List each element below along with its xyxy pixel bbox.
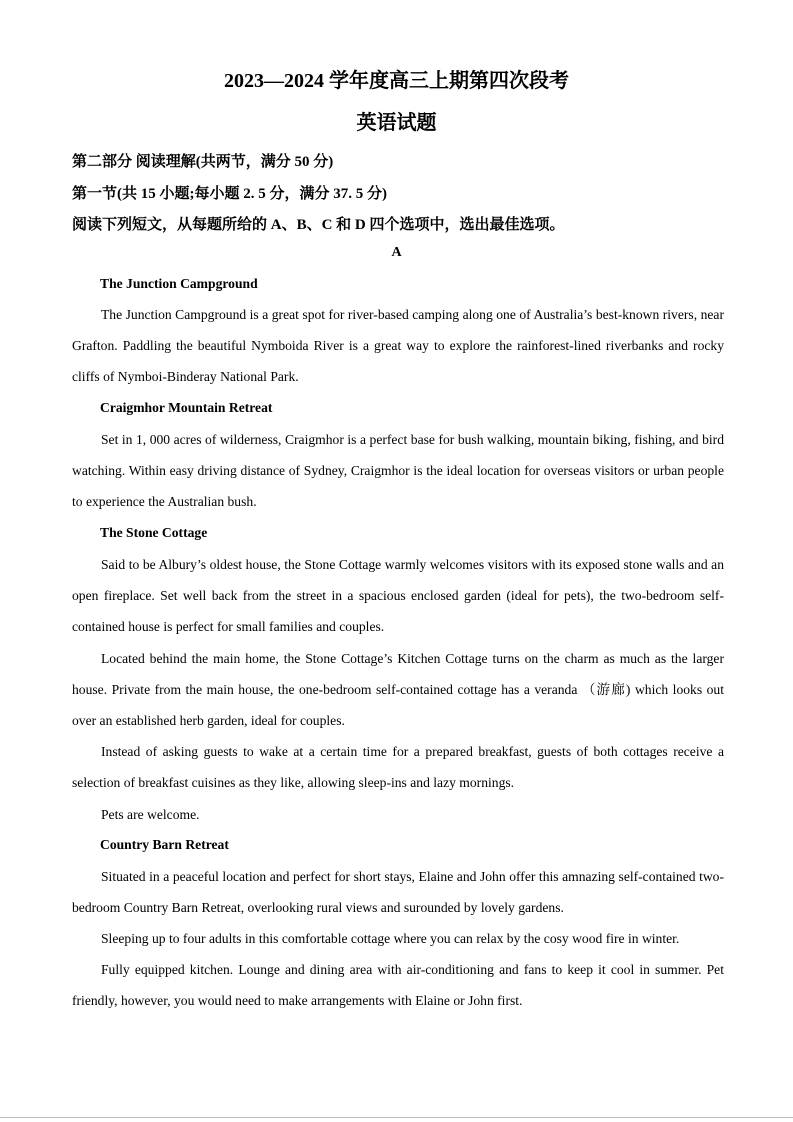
craigmhor-paragraph: Set in 1, 000 acres of wilderness, Craigmhor is a perfect base for bush walking, mountain biking, fishing, and bird watching. Within easy driving distance of Sydney, Craigmhor is the ideal location for overseas visitors or urban people to experience the Australian bush. xyxy=(72,432,724,510)
passage-letter: A xyxy=(391,245,402,260)
barn-paragraph-3: Fully equipped kitchen. Lounge and dining area with air-conditioning and fans to keep it cool in summer. Pet friendly, however, you would need to make arrangements with Elaine or John first. xyxy=(72,962,724,1009)
junction-paragraph: The Junction Campground is a great spot for river-based camping along one of Australia’s best-known rivers, near Grafton. Paddling the beautiful Nymboida River is a great way to explore the rainforest-lined riverbanks and rocky cliffs of Nymboi-Binderay National Park. xyxy=(72,307,724,385)
barn-title: Country Barn Retreat xyxy=(100,837,229,852)
barn-paragraph-2: Sleeping up to four adults in this comfortable cottage where you can relax by the cosy wood fire in winter. xyxy=(101,931,680,946)
stone-paragraph-4: Pets are welcome. xyxy=(101,807,200,822)
page-bottom-divider xyxy=(0,1117,793,1118)
exam-title: 2023—2024 学年度高三上期第四次段考 xyxy=(224,70,569,92)
stone-paragraph-2: Located behind the main home, the Stone Cottage’s Kitchen Cottage turns on the charm as much as the larger house. Private from the main house, the one-bedroom self-contained cottage has a veranda （游廊) which looks out over an established herb garden, ideal for couples. xyxy=(72,651,724,729)
subsection-heading: 第一节(共 15 小题;每小题 2. 5 分，满分 37. 5 分) xyxy=(72,186,387,202)
stone-paragraph-1: Said to be Albury’s oldest house, the Stone Cottage warmly welcomes visitors with its exposed stone walls and an open fireplace. Set well back from the street in a spacious enclosed garden (ideal for pets), the two-bedroom self-contained house is perfect for small families and couples. xyxy=(72,557,724,635)
subject-title: 英语试题 xyxy=(356,112,437,134)
stone-paragraph-3: Instead of asking guests to wake at a certain time for a prepared breakfast, guests of both cottages receive a selection of breakfast cuisines as they like, allowing sleep-ins and lazy mornings. xyxy=(72,744,724,791)
instruction-text: 阅读下列短文，从每题所给的 A、B、C 和 D 四个选项中，选出最佳选项。 xyxy=(72,217,565,233)
craigmhor-title: Craigmhor Mountain Retreat xyxy=(100,400,273,415)
part-heading: 第二部分 阅读理解(共两节，满分 50 分) xyxy=(72,154,334,170)
barn-paragraph-1: Situated in a peaceful location and perfect for short stays, Elaine and John offer this amnazing self-contained two-bedroom Country Barn Retreat, overlooking rural views and surounded by lovely gardens. xyxy=(72,869,724,916)
junction-title: The Junction Campground xyxy=(100,276,258,291)
stone-title: The Stone Cottage xyxy=(100,525,208,540)
